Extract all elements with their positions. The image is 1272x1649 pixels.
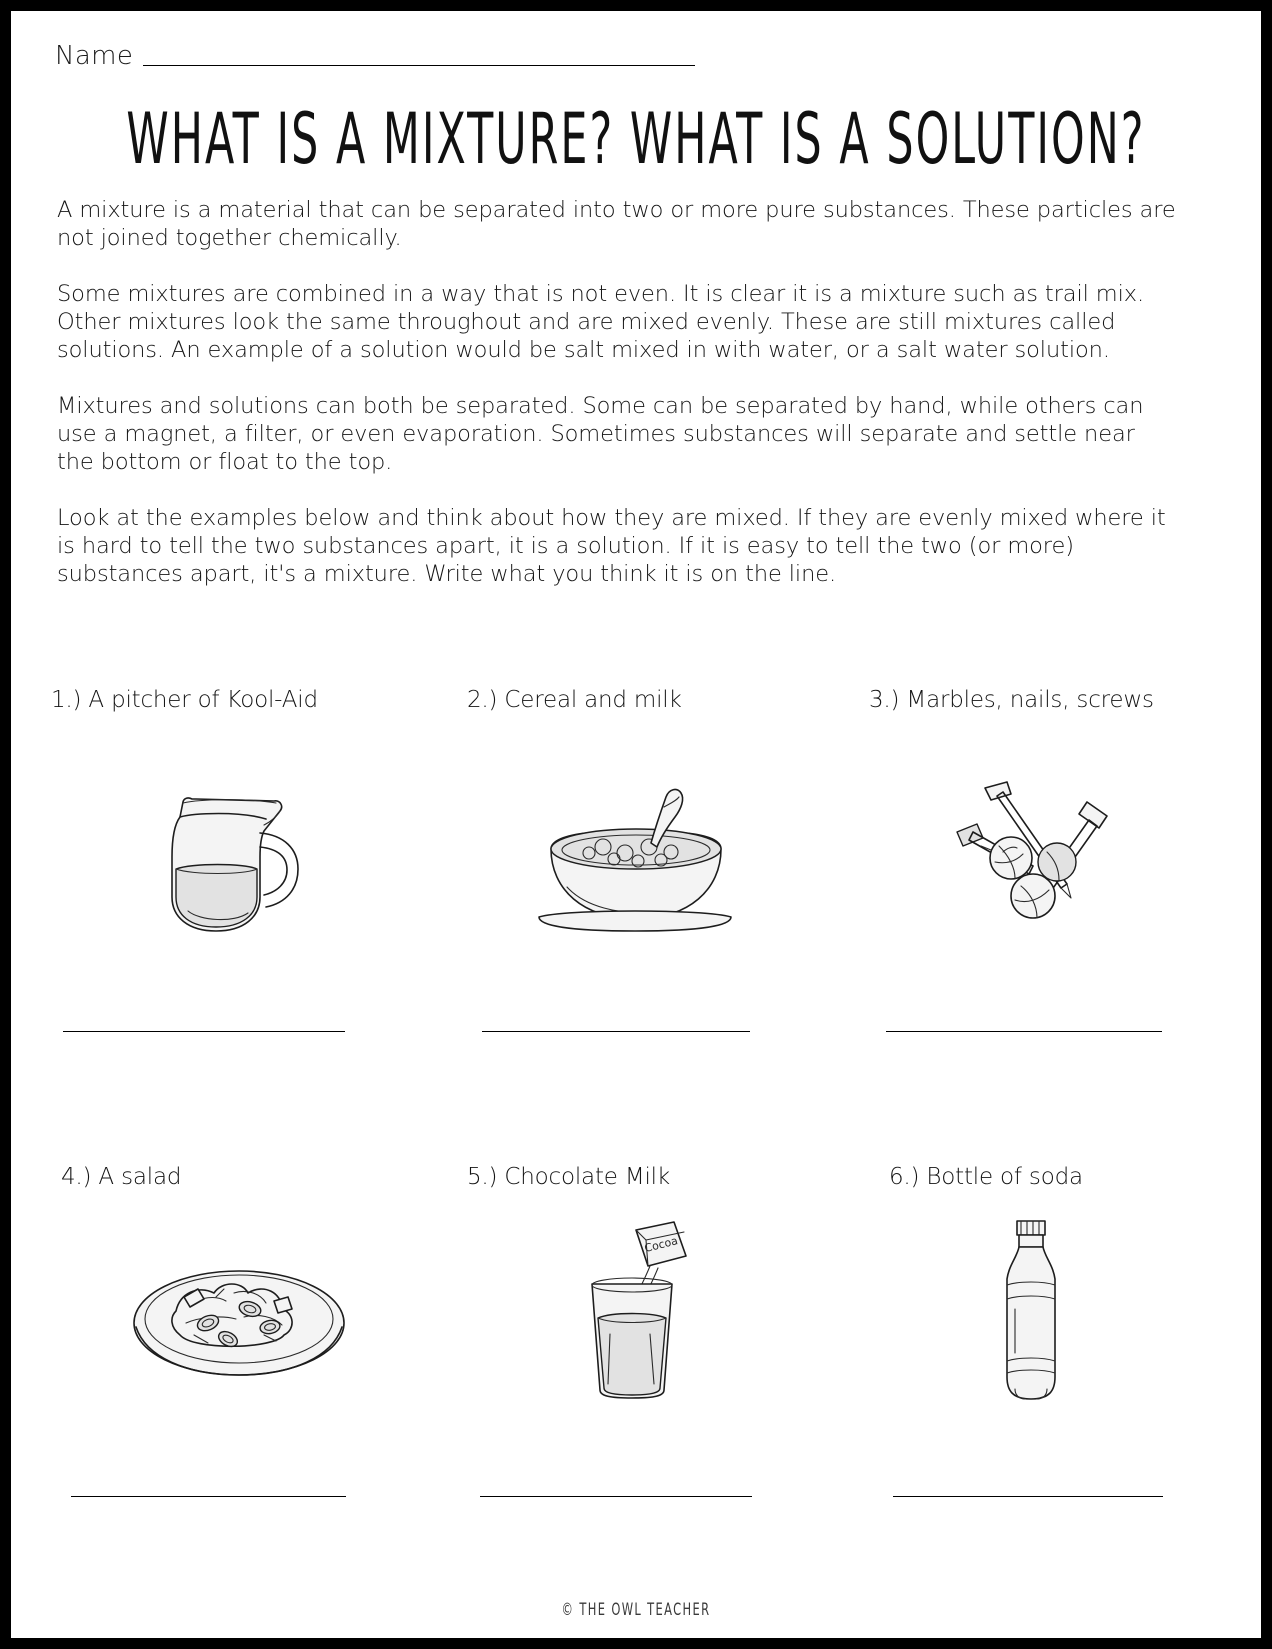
item-4-answer-line[interactable] [71,1496,346,1497]
items-row-1 [41,687,1231,1032]
chocolate-milk-icon [437,1204,833,1422]
cereal-bowl-icon [437,727,833,987]
name-label: Name [55,41,134,71]
item-3 [833,687,1229,1032]
item-5-answer-line[interactable] [480,1496,752,1497]
item-5 [437,1164,833,1497]
salad-bowl-icon [41,1204,437,1422]
item-2-label: 2.) Cereal and milk [467,687,682,713]
intro-text [57,196,1177,588]
item-1-answer-line[interactable] [63,1031,345,1032]
cocoa-box-icon [636,1222,686,1266]
paragraph-4: Look at the examples below and think about how they are mixed. If they are evenly mixed where it is hard to tell the two substances apart, it is a solution. If it is easy to tell the two (or more) substances apart, it's a mixture. Write what you think it is on the line. [57,505,1166,587]
items-row-2 [41,1164,1231,1497]
svg-text:Cocoa: Cocoa [643,1234,680,1256]
name-write-line[interactable] [143,65,695,66]
item-3-label: 3.) Marbles, nails, screws [869,687,1154,713]
item-4 [41,1164,437,1497]
item-6 [833,1164,1229,1497]
page-title: WHAT IS A MIXTURE? WHAT IS A SOLUTION? [126,96,1146,180]
pitcher-icon [41,727,437,987]
soda-bottle-icon [833,1204,1229,1422]
item-2-answer-line[interactable] [482,1031,750,1032]
paragraph-2: Some mixtures are combined in a way that is not even. It is clear it is a mixture such as trail mix. Other mixtures look the same throughout and are mixed evenly. These are still mixtures called solutions. An example of a solution would be salt mixed in with water, or a salt water solution. [57,281,1145,363]
item-5-label: 5.) Chocolate Milk [467,1164,670,1190]
paragraph-1: A mixture is a material that can be separated into two or more pure substances. These particles are not joined together chemically. [57,197,1176,251]
item-1 [41,687,437,1032]
marbles-nails-screws-icon [833,727,1229,987]
page-inner [11,11,1261,1638]
item-4-label: 4.) A salad [61,1164,182,1190]
item-3-answer-line[interactable] [886,1031,1162,1032]
item-1-label: 1.) A pitcher of Kool-Aid [51,687,318,713]
items-grid [41,687,1231,1497]
paragraph-3: Mixtures and solutions can both be separated. Some can be separated by hand, while others can use a magnet, a filter, or even evaporation. Sometimes substances will separate and settle near the bottom or float to the top. [57,393,1144,475]
item-6-answer-line[interactable] [893,1496,1163,1497]
footer-credit: © THE OWL TEACHER [561,1598,711,1620]
name-field[interactable] [55,43,695,69]
item-2 [437,687,833,1032]
item-6-label: 6.) Bottle of soda [889,1164,1083,1190]
